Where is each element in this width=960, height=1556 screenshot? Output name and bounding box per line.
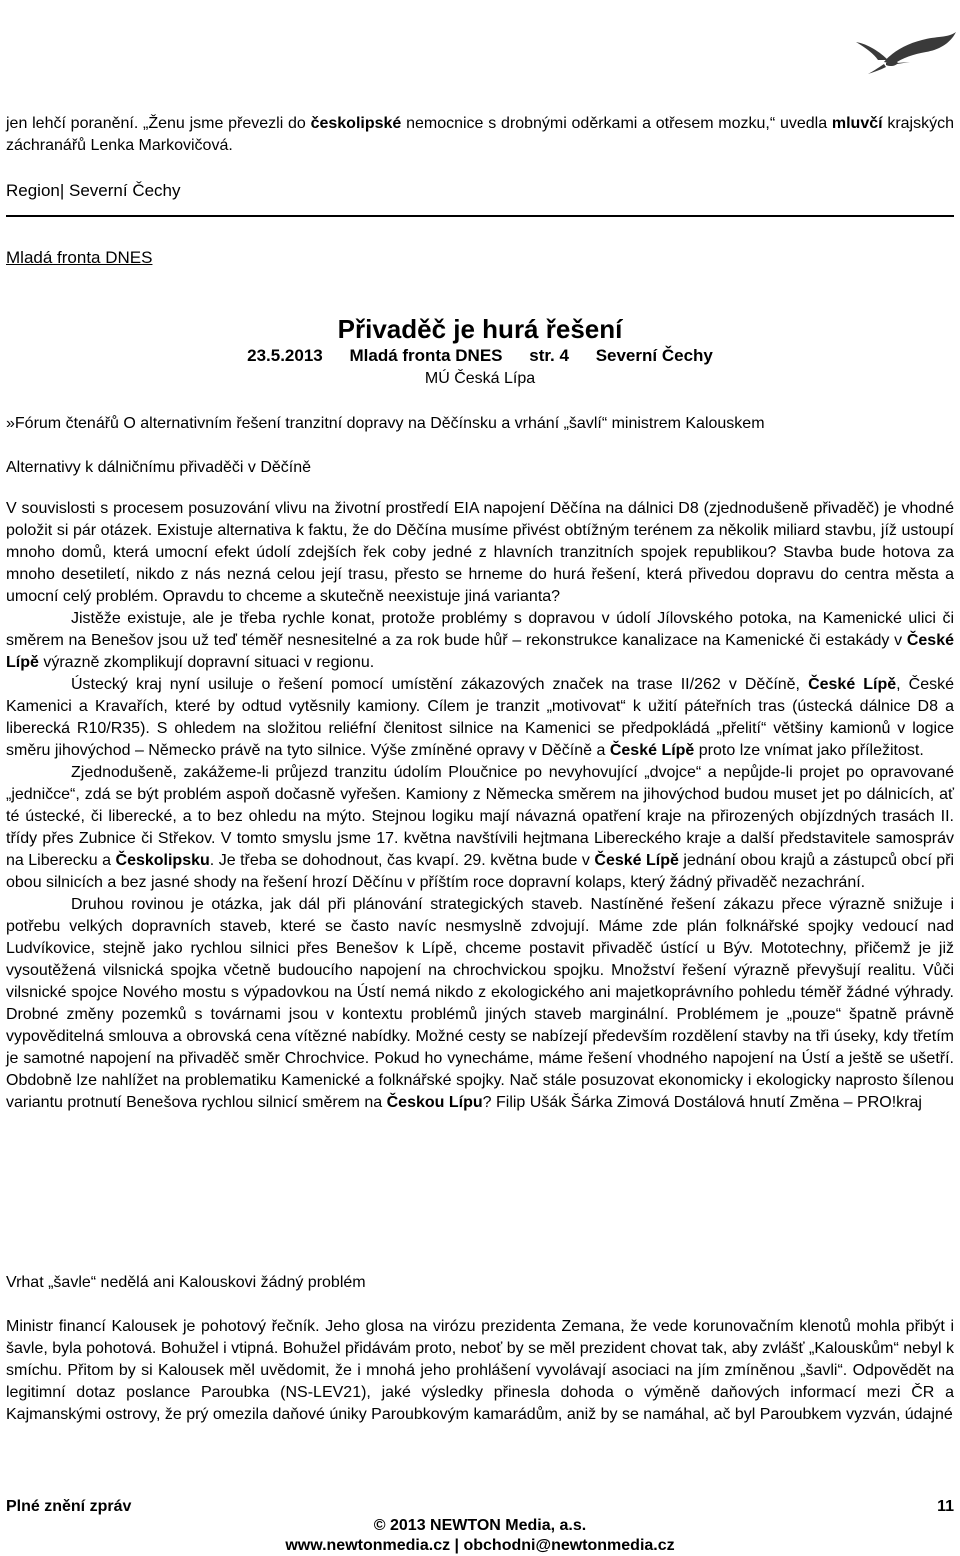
footer-copyright: © 2013 NEWTON Media, a.s. bbox=[373, 1517, 587, 1534]
paragraph: Druhou rovinou je otázka, jak dál při plánování strategických staveb. Nastíněné řešení zákazu přece výrazně snižuje i potřebu velkých dopravních staveb, které se často navíc nesmyslně zdvojují. Máme zde plán folknářské spojky vedoucí nad Ludvíkovice, stejně jako rychlou silnici přes Benešov k Lípě, chceme postavit přivaděč ústící u Býv. Mototechny, přičemž je již vysoutěžená vilsnická spojka včetně budoucího napojení na chrochvickou spojku. Množství řešení výrazně převyšují realitu. Vůči vilsnické spojce Nového mostu s výpadovkou na Ústí nemá nikdo z ekologického ani majetkoprávního pohledu téměř žádné výhrady. Drobné změny pozemků s továrnami jsou v kontextu problémů jiných staveb marginální. Problémem je „pouze“ špatně právně vypověditelná smlouva a obrovská cena vítězné nabídky. Možné cesty se nabízejí především rozdělení stavby na tři úseky, kdy třetím je samotné napojení na přivaděč směr Chrochvice. Pokud ho vynecháme, máme řešení vhodného napojení na Ústí a ještě se ušetří. Obdobně lze nahlížet na problematiku Kamenické a folknářské spojky. Nač stále posuzovat ekonomicky i ekologicky naprosto šílenou variantu protnutí Benešova rychlou silnicí směrem na Českou Lípu? Filip Ušák Šárka Zimová Dostálová hnutí Změna – PRO!kraj bbox=[6, 896, 954, 1111]
article-section: Severní Čechy bbox=[595, 346, 713, 365]
newton-media-logo bbox=[760, 22, 960, 97]
article-author: MÚ Česká Lípa bbox=[424, 370, 536, 387]
source-name: Mladá fronta DNES bbox=[6, 248, 153, 267]
article-page: str. 4 bbox=[529, 346, 569, 365]
article-publication: Mladá fronta DNES bbox=[349, 346, 503, 365]
top-paragraph: jen lehčí poranění. „Ženu jsme převezli do českolipské nemocnice s drobnými oděrkami a otřesem mozku,“ uvedla mluvčí krajských záchranářů Lenka Markovičová. bbox=[6, 115, 955, 154]
article-body bbox=[6, 498, 954, 1114]
footer-copyright-block bbox=[0, 1516, 960, 1556]
footer-contact: www.newtonmedia.cz | obchodni@newtonmedia.cz bbox=[285, 1537, 675, 1554]
article-meta bbox=[0, 345, 960, 367]
horizontal-divider bbox=[6, 215, 954, 217]
article-title: Přivaděč je hurá řešení bbox=[337, 314, 623, 344]
region-label: Region| Severní Čechy bbox=[6, 181, 181, 200]
footer-page-number: 11 bbox=[937, 1498, 954, 1515]
hummingbird-logo-icon bbox=[760, 22, 960, 97]
paragraph: V souvislosti s procesem posuzování vlivu na životní prostředí EIA napojení Děčína na dálnici D8 (zjednodušeně přivaděč) je vhodné položit si pár otázek. Existuje alternativa k faktu, že do Děčína musíme přivést obtížným terénem za několik miliard stavbu, jíž ustoupí mnoho domů, která umocní efekt údolí zdejších řek coby jedné z hlavních tranzitních spojek republikou? Stavba bude hotova za mnoho desetiletí, nikdo z nás nezná celou její trasu, přesto se hrneme do hurá řešení, která přivedou dopravu do centra města a umocní celý problém. Opravdu to chceme a skutečně neexistuje jiná varianta? bbox=[6, 500, 954, 605]
second-article-body: Ministr financí Kalousek je pohotový řečník. Jeho glosa na virózu prezidenta Zemana, že vede korunovačním klenotů mohla přibýt i šavle, byla pohotová. Bohužel i vtipná. Bohužel přidávám proto, neboť by se měl prezident chovat tak, aby zvlášť „Kalouskům“ nebyl k smíchu. Přitom by si Kalousek měl uvědomit, že i mnohá jeho prohlášení vyvolávají asociaci na jím zmíněnou „šavli“. Odpovědět na legitimní dotaz poslance Paroubka (NS-LEV21), jaké výsledky přinesla dohoda o výměně daňových informací mezi ČR a Kajmanskými ostrovy, že prý omezila daňové úniky Paroubkovým kamarádům, aniž by se namáhal, ač byl Paroubkem vyzván, údajné bbox=[6, 1318, 954, 1423]
article-lead: »Fórum čtenářů O alternativním řešení tranzitní dopravy na Děčínsku a vrhání „šavlí“ ministrem Kalouskem bbox=[6, 415, 765, 432]
second-subheading: Vrhat „šavle“ nedělá ani Kalouskovi žádný problém bbox=[6, 1274, 366, 1291]
article-date: 23.5.2013 bbox=[247, 346, 323, 365]
paragraph: Zjednodušeně, zakážeme-li průjezd tranzitu údolím Ploučnice po nevyhovující „dvojce“ a nepůjde-li projet po opravované „jedničce“, zdá se být problém aspoň dočasně vyřešen. Kamiony z Německa směrem na jihovýchod budou muset jet po dálnicích, ať té ústecké, či liberecké, a to bez ohledu na mýto. Stejnou logiku mají návazná opatření kraje na přirozených objízdných trasách II. třídy přes Zubnice či Střekov. V tomto smyslu jsme 17. května navštívili hejtmana Libereckého kraje a další představitele samospráv na Liberecku a Českolipsku. Je třeba se dohodnout, čas kvapí. 29. května bude v České Lípě jednání obou krajů a zástupců obcí při obou silnicích a bez jasné shody na řešení hrozí Děčínu v příštím roce dopravní kolaps, který žádný přivaděč nezachrání. bbox=[6, 764, 955, 891]
paragraph: Ústecký kraj nyní usiluje o řešení pomocí umístění zákazových značek na trase II/262 v Děčíně, České Lípě, České Kamenici a Kravařích, které by odtud vytěsnily kamiony. Cílem je tranzit „motivovat“ k užití páteřních tras (ústecká dálnice D8 a liberecká R10/R35). S ohledem na složitou reliéfní členitost silnice na Kamenici se předpokládá „přelití“ většiny kamionů v logice směru jihovýchod – Německo právě na tyto silnice. Výše zmíněné opravy v Děčíně a České Lípě proto lze vnímat jako příležitost. bbox=[6, 676, 955, 759]
article-subheading: Alternativy k dálničnímu přivaděči v Děčíně bbox=[6, 459, 312, 476]
paragraph: Jistěže existuje, ale je třeba rychle konat, protože problémy s dopravou v údolí Jílovského potoka, na Kamenické ulici či směrem na Benešov jsou už teď téměř nesnesitelné a za rok bude hůř – rekonstrukce kanalizace na Kamenické či estakády v České Lípě výrazně zkomplikují dopravní situaci v regionu. bbox=[6, 610, 954, 671]
footer-label: Plné znění zpráv bbox=[6, 1498, 132, 1515]
